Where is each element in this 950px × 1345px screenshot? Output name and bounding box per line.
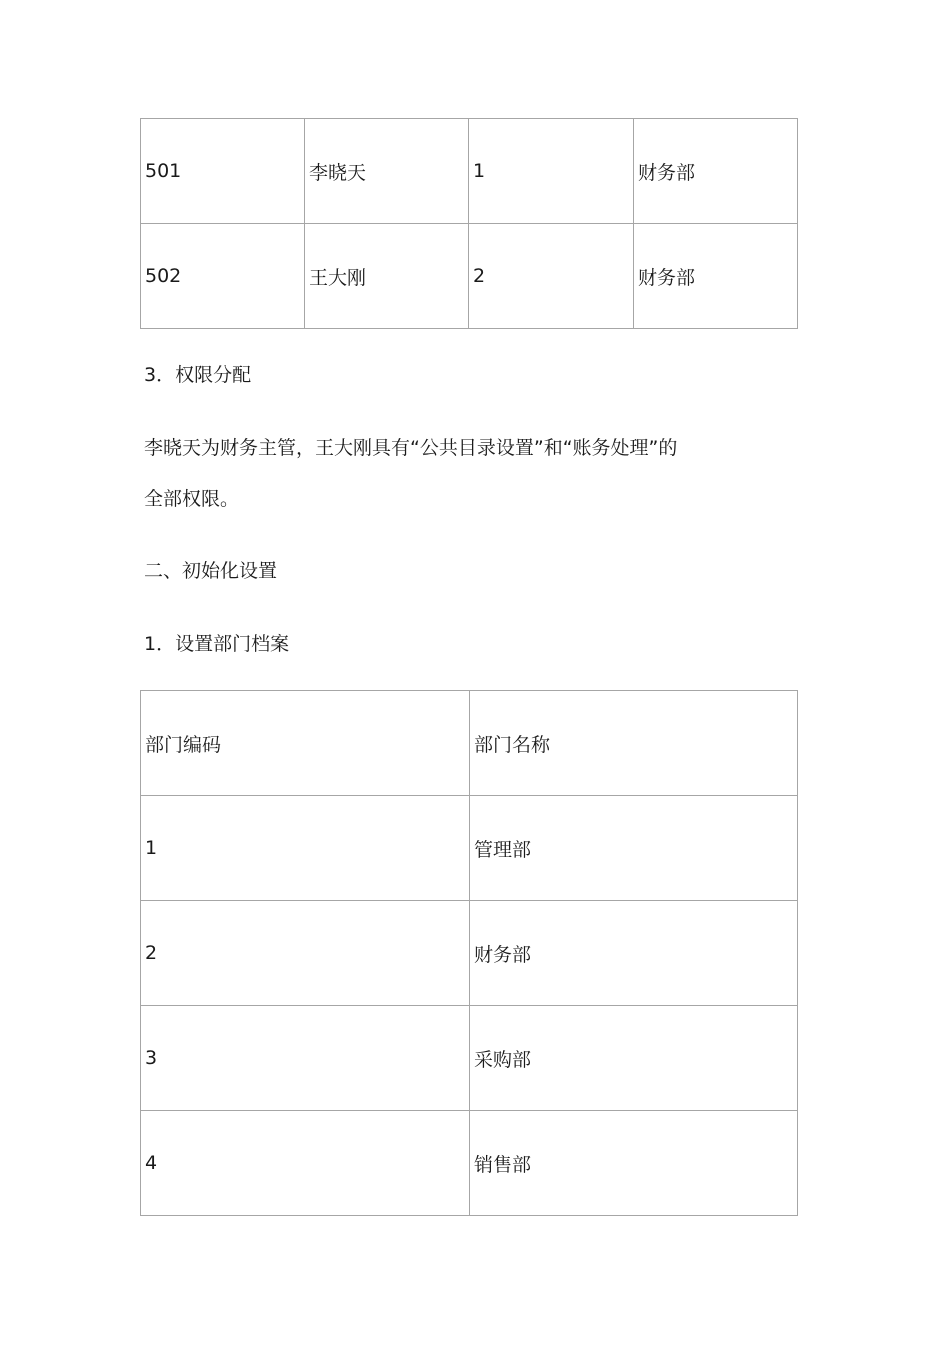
column-header-dept-name: 部门名称 xyxy=(470,691,798,796)
user-code-cell: 502 xyxy=(141,224,305,329)
dept-name-cell: 管理部 xyxy=(470,796,798,901)
user-name-cell: 王大刚 xyxy=(305,224,469,329)
table-row xyxy=(141,901,798,1006)
department-table xyxy=(140,690,798,1216)
user-name-cell: 李晓天 xyxy=(305,119,469,224)
dept-code-cell: 1 xyxy=(469,119,634,224)
column-header-dept-code: 部门编码 xyxy=(141,691,470,796)
dept-code-cell: 3 xyxy=(141,1006,470,1111)
user-code-cell: 501 xyxy=(141,119,305,224)
init-settings-heading: 二、初始化设置 xyxy=(144,560,278,582)
dept-name-cell: 销售部 xyxy=(470,1111,798,1216)
permissions-heading: 3．权限分配 xyxy=(144,364,252,386)
permissions-text-line-2: 全部权限。 xyxy=(144,488,240,510)
dept-code-cell: 1 xyxy=(141,796,470,901)
permissions-text-line-1: 李晓天为财务主管，王大刚具有“公共目录设置”和“账务处理”的 xyxy=(144,437,678,459)
table-row xyxy=(141,1006,798,1111)
table-row xyxy=(141,119,798,224)
table-row xyxy=(141,1111,798,1216)
table-row xyxy=(141,796,798,901)
table-header-row xyxy=(141,691,798,796)
dept-name-cell: 财务部 xyxy=(634,224,798,329)
table-row xyxy=(141,224,798,329)
user-table xyxy=(140,118,798,329)
dept-archive-heading: 1．设置部门档案 xyxy=(144,633,290,655)
dept-name-cell: 财务部 xyxy=(470,901,798,1006)
dept-code-cell: 4 xyxy=(141,1111,470,1216)
dept-code-cell: 2 xyxy=(469,224,634,329)
dept-name-cell: 采购部 xyxy=(470,1006,798,1111)
dept-name-cell: 财务部 xyxy=(634,119,798,224)
dept-code-cell: 2 xyxy=(141,901,470,1006)
